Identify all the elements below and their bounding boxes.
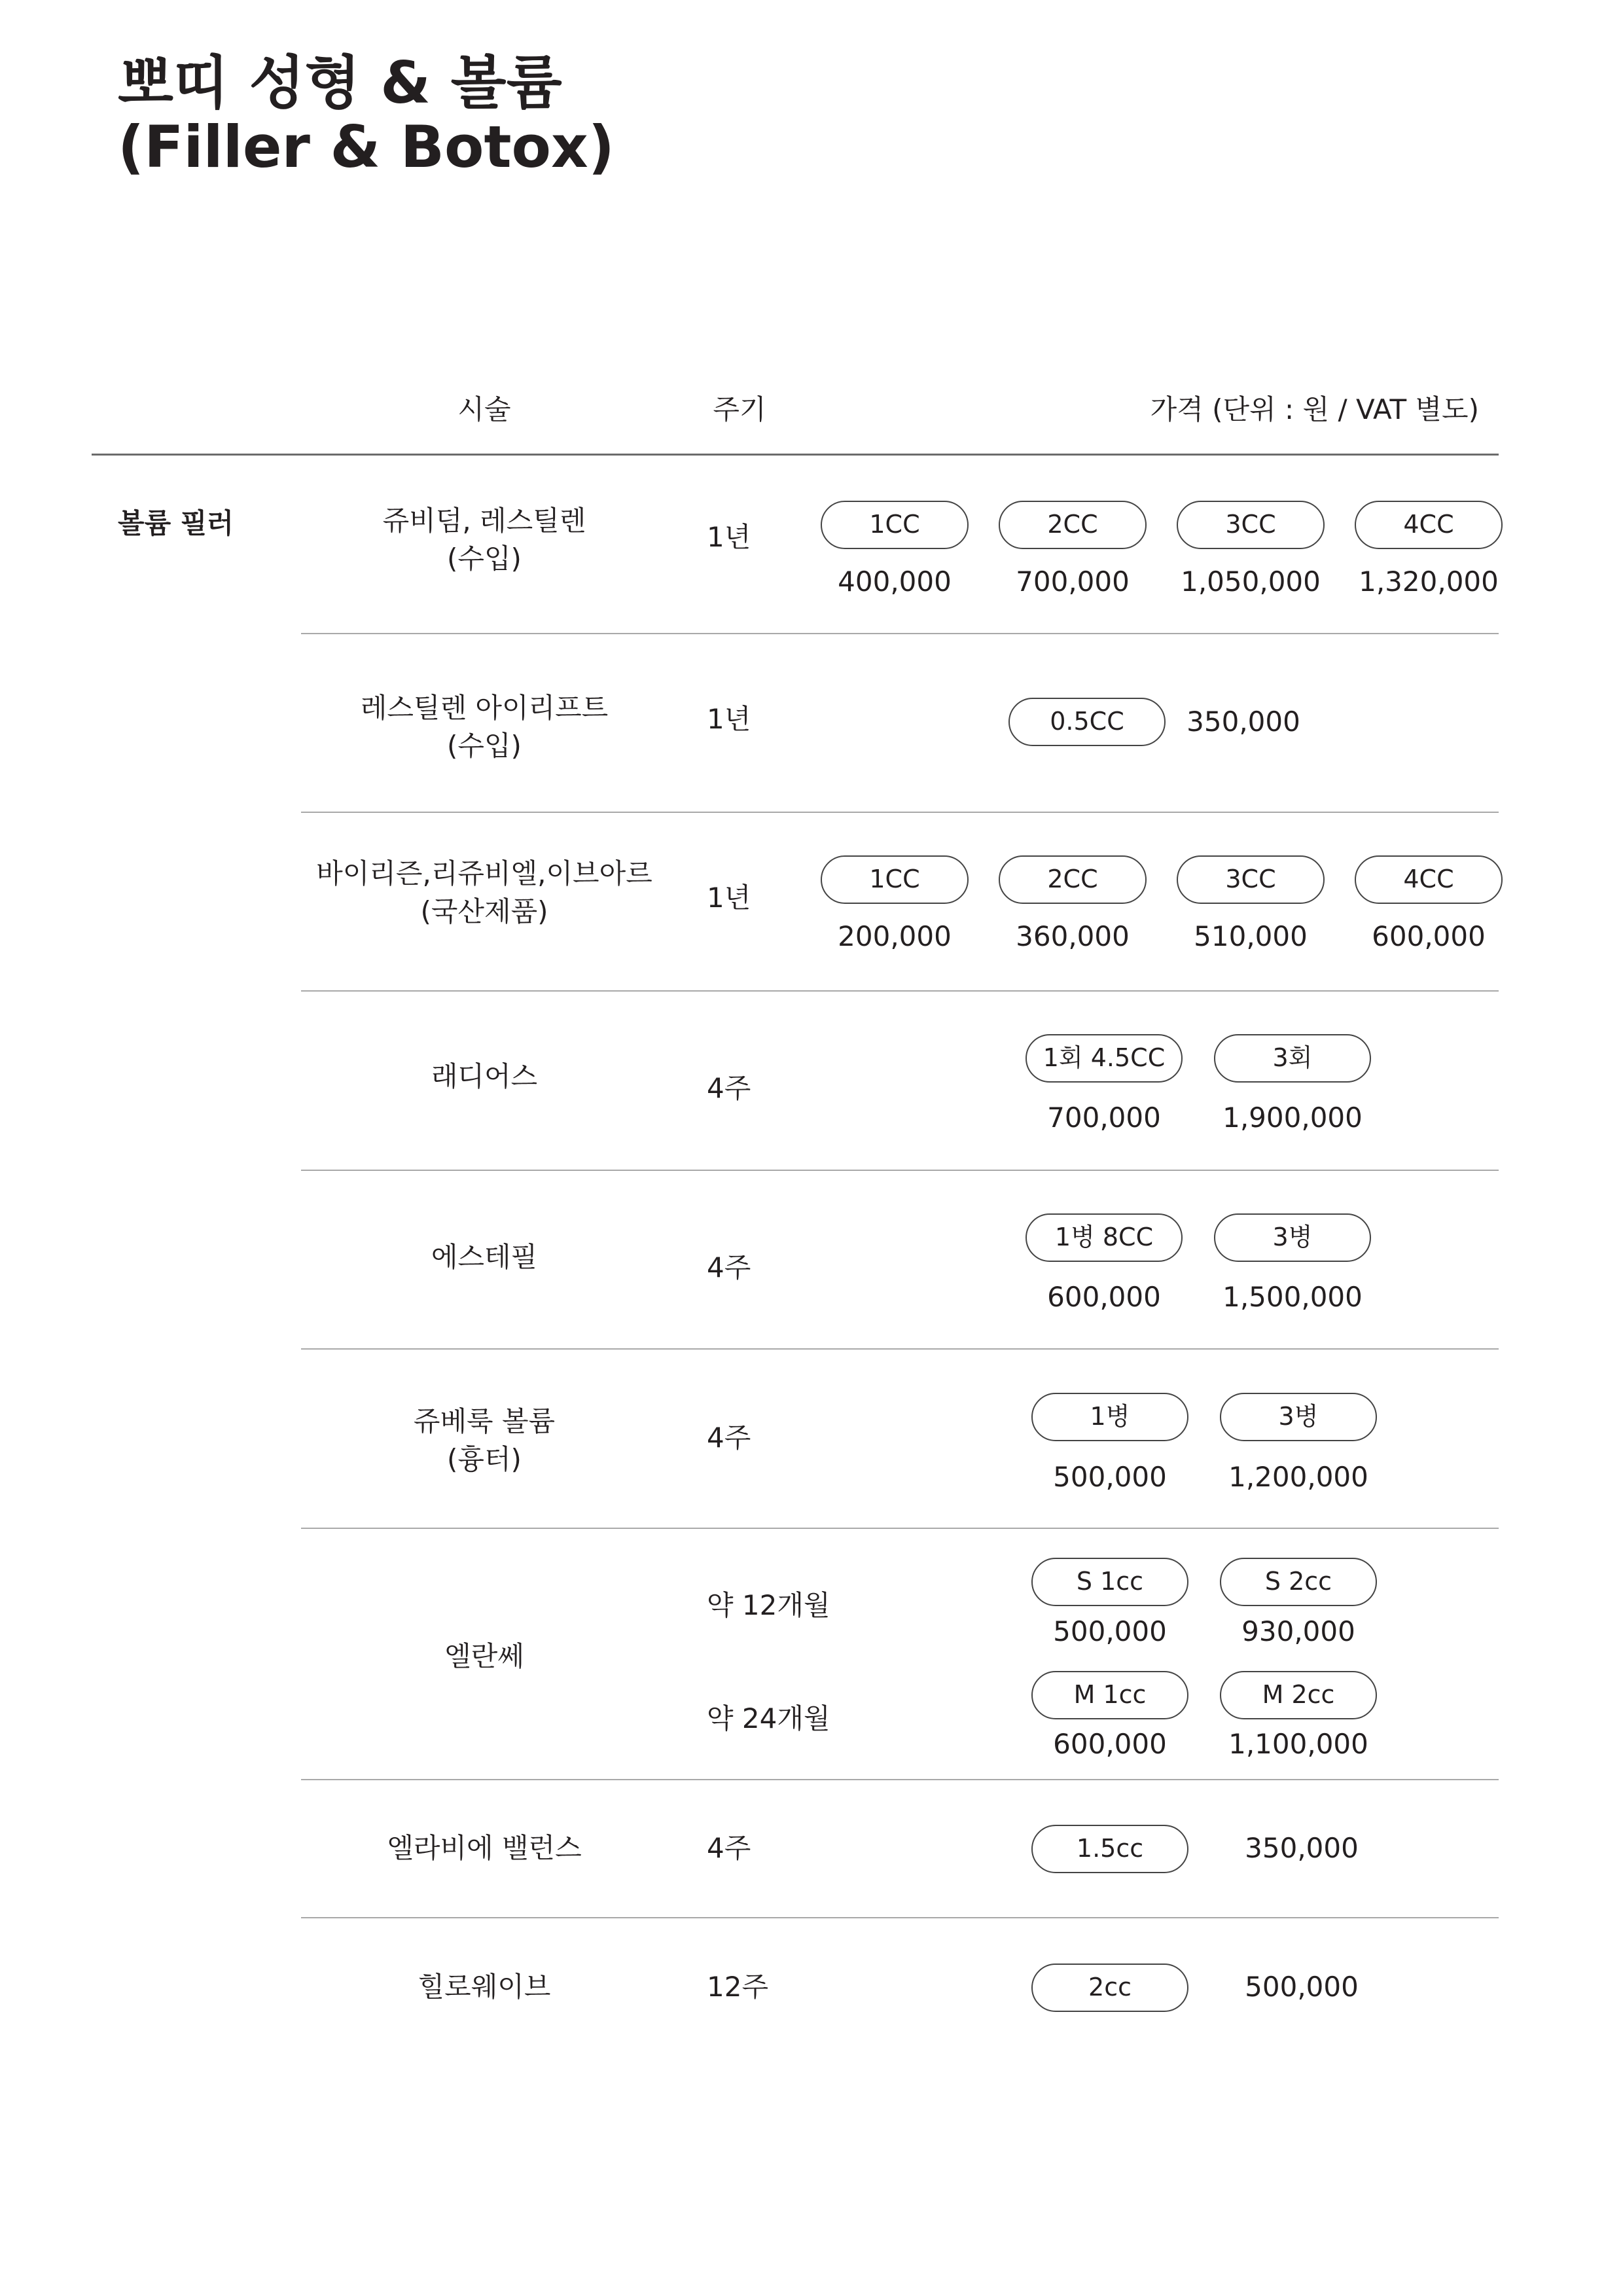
procedure-name-line2: (국산제품) [420, 895, 548, 927]
option-price: 930,000 [1241, 1615, 1355, 1647]
option-price: 500,000 [1053, 1615, 1167, 1647]
row-divider [301, 1348, 1499, 1350]
option-price: 1,050,000 [1181, 565, 1321, 598]
procedure-name-line1: 힐로웨이브 [418, 1971, 551, 2003]
option-price: 600,000 [1372, 920, 1486, 952]
cycle-value: 4주 [707, 1422, 751, 1454]
row-divider [301, 1917, 1499, 1918]
procedure-name-line1: 엘란쎄 [444, 1640, 524, 1672]
procedure-name [281, 1968, 687, 2006]
option-pill: 2CC [999, 501, 1147, 549]
procedure-name [281, 855, 687, 931]
cycle-value: 1년 [707, 521, 751, 553]
cycle-value: 약 24개월 [707, 1702, 830, 1734]
option-price: 500,000 [1245, 1971, 1359, 2003]
option-pill: 1병 [1031, 1393, 1188, 1441]
procedure-name [281, 1403, 687, 1479]
row-divider [301, 1779, 1499, 1780]
option-price: 1,500,000 [1222, 1281, 1363, 1313]
option-pill: 2cc [1031, 1964, 1188, 2012]
option-price: 1,900,000 [1222, 1102, 1363, 1134]
row-divider [301, 990, 1499, 992]
cycle-value: 1년 [707, 882, 751, 914]
option-price: 1,200,000 [1228, 1461, 1368, 1493]
option-price: 700,000 [1016, 565, 1130, 598]
column-header-cycle: 주기 [713, 393, 766, 425]
option-pill: 1회 4.5CC [1026, 1034, 1183, 1083]
option-price: 700,000 [1047, 1102, 1161, 1134]
procedure-name [281, 502, 687, 578]
option-price: 350,000 [1245, 1832, 1359, 1864]
option-price: 1,320,000 [1359, 565, 1499, 598]
option-pill: 3병 [1214, 1213, 1371, 1262]
option-pill: 4CC [1355, 501, 1503, 549]
procedure-name-line1: 바이리즌,리쥬비엘,이브아르 [316, 857, 652, 889]
page-title-line1: 뽀띠 성형 & 볼륨 [118, 49, 562, 117]
option-pill: 2CC [999, 855, 1147, 904]
cycle-value: 4주 [707, 1072, 751, 1104]
option-price: 200,000 [838, 920, 952, 952]
procedure-name-line1: 에스테필 [431, 1241, 538, 1273]
cycle-value: 4주 [707, 1251, 751, 1283]
option-pill: 3회 [1214, 1034, 1371, 1083]
option-price: 350,000 [1186, 706, 1300, 738]
procedure-name-line2: (수입) [447, 543, 522, 575]
option-price: 510,000 [1194, 920, 1308, 952]
procedure-name [281, 1829, 687, 1867]
procedure-name-line1: 래디어스 [431, 1060, 538, 1092]
row-divider [301, 812, 1499, 813]
option-pill: 3병 [1220, 1393, 1377, 1441]
procedure-name [281, 1058, 687, 1096]
option-pill: 3CC [1177, 501, 1325, 549]
option-price: 360,000 [1016, 920, 1130, 952]
procedure-name-line1: 레스틸렌 아이리프트 [360, 692, 609, 724]
option-pill: S 1cc [1031, 1558, 1188, 1606]
row-divider [301, 1528, 1499, 1529]
column-header-procedure: 시술 [457, 393, 511, 425]
option-pill: 1.5cc [1031, 1825, 1188, 1873]
row-divider [301, 633, 1499, 634]
page-title-line2: (Filler & Botox) [118, 113, 615, 181]
option-pill: 4CC [1355, 855, 1503, 904]
procedure-name [281, 689, 687, 765]
procedure-name-line1: 쥬비덤, 레스틸렌 [382, 505, 586, 537]
option-price: 400,000 [838, 565, 952, 598]
header-divider [92, 454, 1499, 456]
cycle-value: 12주 [707, 1971, 769, 2003]
procedure-name [281, 1638, 687, 1676]
option-price: 1,100,000 [1228, 1728, 1368, 1760]
procedure-name-line1: 쥬베룩 볼륨 [413, 1405, 556, 1437]
option-pill: M 2cc [1220, 1671, 1377, 1719]
cycle-value: 약 12개월 [707, 1589, 830, 1621]
option-price: 600,000 [1047, 1281, 1161, 1313]
option-pill: 0.5CC [1008, 698, 1166, 746]
procedure-name-line2: (수입) [447, 730, 522, 762]
cycle-value: 1년 [707, 703, 751, 735]
option-price: 500,000 [1053, 1461, 1167, 1493]
page-title [118, 51, 615, 179]
column-header-price: 가격 (단위 : 원 / VAT 별도) [1150, 393, 1479, 425]
option-pill: 1CC [821, 501, 969, 549]
cycle-value: 4주 [707, 1832, 751, 1864]
option-pill: S 2cc [1220, 1558, 1377, 1606]
category-label: 볼륨 필러 [118, 507, 234, 539]
procedure-name [281, 1238, 687, 1276]
option-price: 600,000 [1053, 1728, 1167, 1760]
option-pill: 1CC [821, 855, 969, 904]
option-pill: M 1cc [1031, 1671, 1188, 1719]
procedure-name-line1: 엘라비에 밸런스 [387, 1832, 582, 1864]
option-pill: 1병 8CC [1026, 1213, 1183, 1262]
row-divider [301, 1170, 1499, 1171]
option-pill: 3CC [1177, 855, 1325, 904]
procedure-name-line2: (흉터) [447, 1443, 522, 1475]
